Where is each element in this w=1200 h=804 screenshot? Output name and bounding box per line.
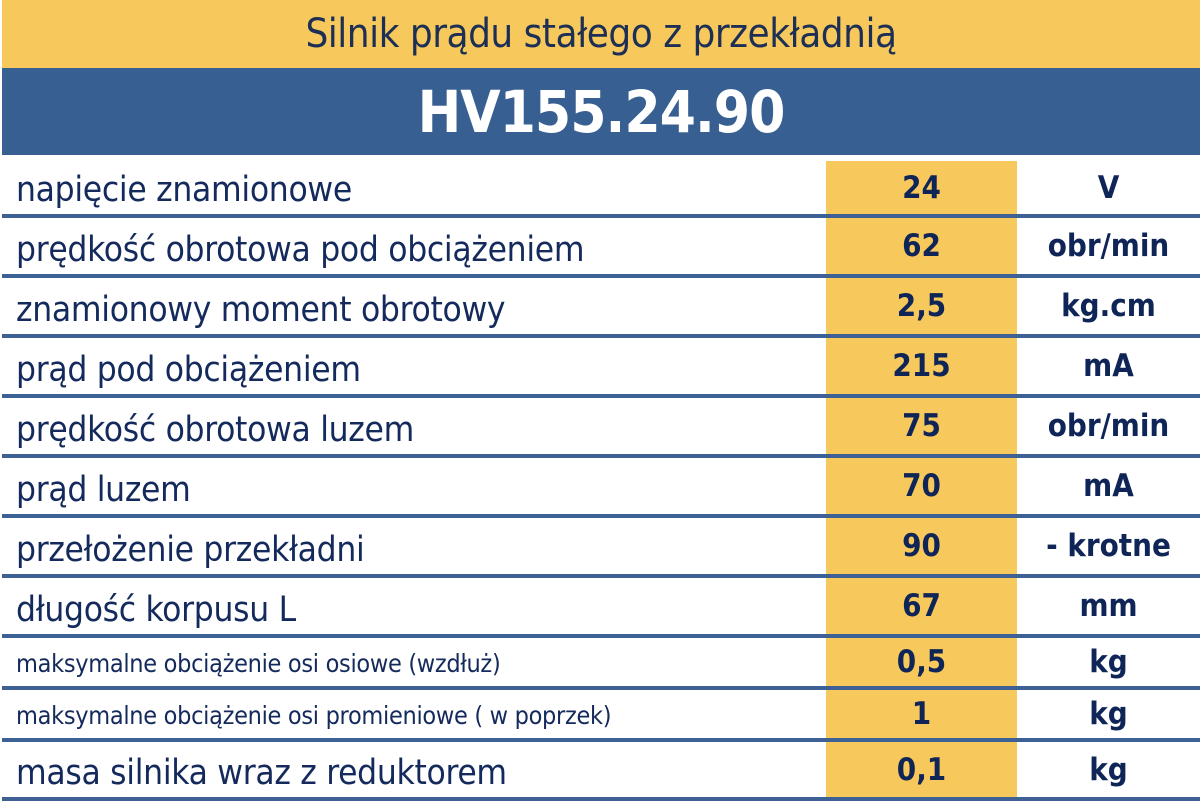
spec-unit: mA <box>1083 468 1134 504</box>
spec-row <box>2 161 1200 218</box>
spec-row <box>2 218 1200 278</box>
spec-row <box>2 338 1200 398</box>
spec-unit: kg <box>1089 751 1128 788</box>
spec-row <box>2 638 1200 690</box>
spec-unit: kg.cm <box>1061 288 1156 324</box>
spec-label: prędkość obrotowa pod obciążeniem <box>16 230 585 270</box>
spec-label: długość korpusu L <box>16 590 296 630</box>
spec-value: 62 <box>826 218 1017 274</box>
spec-value: 2,5 <box>826 278 1017 334</box>
spec-row <box>2 518 1200 578</box>
spec-value: 1 <box>826 690 1017 738</box>
spec-value: 75 <box>826 398 1017 454</box>
spec-value: 215 <box>826 338 1017 394</box>
spec-unit: kg <box>1089 644 1128 680</box>
spec-label: prędkość obrotowa luzem <box>16 410 414 450</box>
spec-row <box>2 398 1200 458</box>
spec-unit: obr/min <box>1047 408 1170 444</box>
spec-label: przełożenie przekładni <box>16 530 365 570</box>
spec-unit: kg <box>1089 696 1128 732</box>
spec-unit: mm <box>1079 588 1138 624</box>
spec-unit: V <box>1097 169 1120 206</box>
spec-value: 24 <box>826 161 1017 214</box>
spec-label: maksymalne obciążenie osi promieniowe ( w poprzek) <box>16 701 612 730</box>
spec-value: 70 <box>826 458 1017 514</box>
spec-row <box>2 742 1200 801</box>
spec-label: napięcie znamionowe <box>16 170 352 210</box>
spec-value: 90 <box>826 518 1017 574</box>
spec-row <box>2 578 1200 638</box>
spec-table <box>2 161 1200 801</box>
spec-value: 67 <box>826 578 1017 634</box>
spec-label: znamionowy moment obrotowy <box>16 290 506 330</box>
spec-label: masa silnika wraz z reduktorem <box>16 753 507 793</box>
spec-label: prąd pod obciążeniem <box>16 350 361 390</box>
spec-value: 0,1 <box>826 742 1017 797</box>
spec-label: prąd luzem <box>16 470 191 510</box>
spec-row <box>2 458 1200 518</box>
spec-unit: - krotne <box>1046 528 1171 564</box>
model-number: HV155.24.90 <box>2 68 1200 155</box>
spec-unit: mA <box>1083 348 1134 384</box>
page-title: Silnik prądu stałego z przekładnią <box>2 0 1200 68</box>
spec-label: maksymalne obciążenie osi osiowe (wzdłuż) <box>16 649 501 678</box>
spec-row <box>2 690 1200 742</box>
spec-row <box>2 278 1200 338</box>
spec-unit: obr/min <box>1047 228 1170 264</box>
spec-value: 0,5 <box>826 638 1017 686</box>
